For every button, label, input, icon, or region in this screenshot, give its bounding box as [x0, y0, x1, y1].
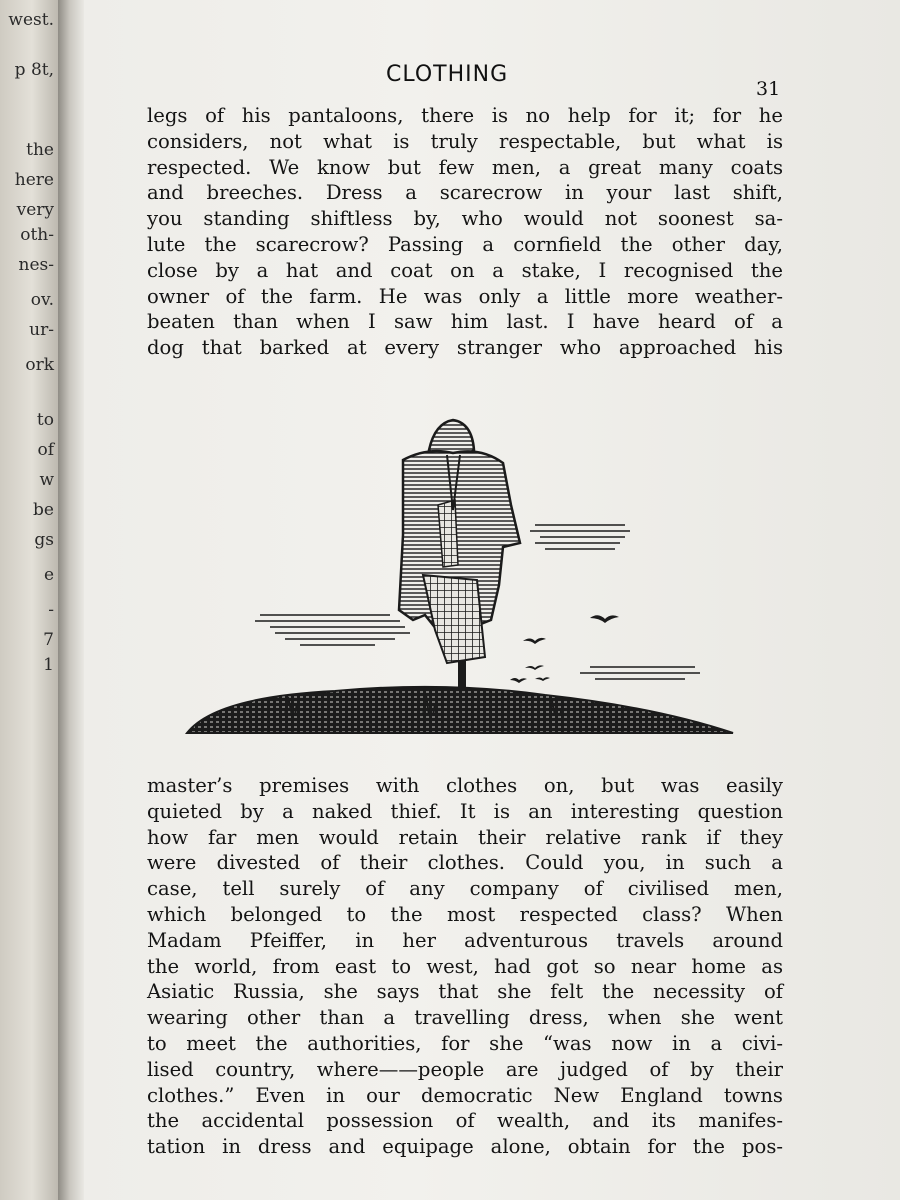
page-number: 31 [756, 78, 781, 100]
text-line: quieted by a naked thief. It is an interesting question [147, 799, 783, 823]
body-text-top [147, 103, 783, 361]
text-line: respected. We know but few men, a great many coats [147, 155, 783, 179]
text-line: owner of the farm. He was only a little more weather- [147, 284, 783, 308]
left-page-fragment: ork [25, 355, 54, 375]
text-line: Asiatic Russia, she says that she felt the necessity of [147, 980, 783, 1004]
text-line: to meet the authorities, for she “was now in a civi- [147, 1031, 783, 1055]
left-page-fragment: - [48, 600, 54, 620]
text-line: and breeches. Dress a scarecrow in your last shift, [147, 181, 783, 205]
text-line: dog that barked at every stranger who approached his [147, 336, 783, 360]
left-page-fragment: ur- [29, 320, 54, 340]
text-line: legs of his pantaloons, there is no help for it; for he [147, 104, 783, 127]
left-page-fragment: 7 [43, 630, 54, 650]
left-page-fragment: e [43, 565, 54, 585]
left-page-fragment: p 8t, [14, 60, 54, 80]
text-line: lised country, where——people are judged of by their [147, 1057, 783, 1081]
left-page-fragment: gs [34, 530, 54, 550]
text-line: beaten than when I saw him last. I have heard of a [147, 310, 783, 334]
left-page-fragment: w [39, 470, 54, 490]
left-page-fragment: very [16, 200, 54, 220]
text-line: you standing shiftless by, who would not soonest sa- [147, 207, 783, 231]
left-page-fragment: west. [8, 10, 54, 30]
left-page-fragment: the [26, 140, 54, 160]
text-line: master’s premises with clothes on, but was easily [147, 774, 783, 797]
scarecrow [399, 420, 520, 691]
left-page-fragment: oth- [20, 225, 54, 245]
running-title: CLOTHING [386, 62, 509, 87]
left-page-fragment: ov. [30, 290, 54, 310]
text-line: considers, not what is truly respectable, but what is [147, 129, 783, 153]
text-line: lute the scarecrow? Passing a cornfield the other day, [147, 232, 783, 256]
left-page-fragment: nes- [18, 255, 54, 275]
left-page-fragment: to [36, 410, 54, 430]
left-page-edge [0, 0, 58, 1200]
text-line: were divested of their clothes. Could you, in such a [147, 851, 783, 875]
book-gutter [58, 0, 84, 1200]
scarecrow-engraving-icon [185, 415, 735, 740]
text-line: how far men would retain their relative rank if they [147, 825, 783, 849]
text-line: clothes.” Even in our democratic New England towns [147, 1083, 783, 1107]
text-line: case, tell surely of any company of civilised men, [147, 877, 783, 901]
text-line: the world, from east to west, had got so near home as [147, 954, 783, 978]
text-line: wearing other than a travelling dress, when she went [147, 1006, 783, 1030]
text-line: close by a hat and coat on a stake, I recognised the [147, 258, 783, 282]
left-page-fragment: here [14, 170, 54, 190]
left-page-fragment: 1 [43, 655, 54, 675]
left-page-fragment: of [37, 440, 54, 460]
text-line: which belonged to the most respected class? When [147, 902, 783, 926]
left-page-fragment: be [33, 500, 54, 520]
body-text-bottom [147, 773, 783, 1160]
text-line: Madam Pfeiffer, in her adventurous travels around [147, 928, 783, 952]
text-line: the accidental possession of wealth, and its manifes- [147, 1109, 783, 1133]
hill [187, 687, 733, 733]
text-line: tation in dress and equipage alone, obtain for the pos- [147, 1135, 783, 1159]
